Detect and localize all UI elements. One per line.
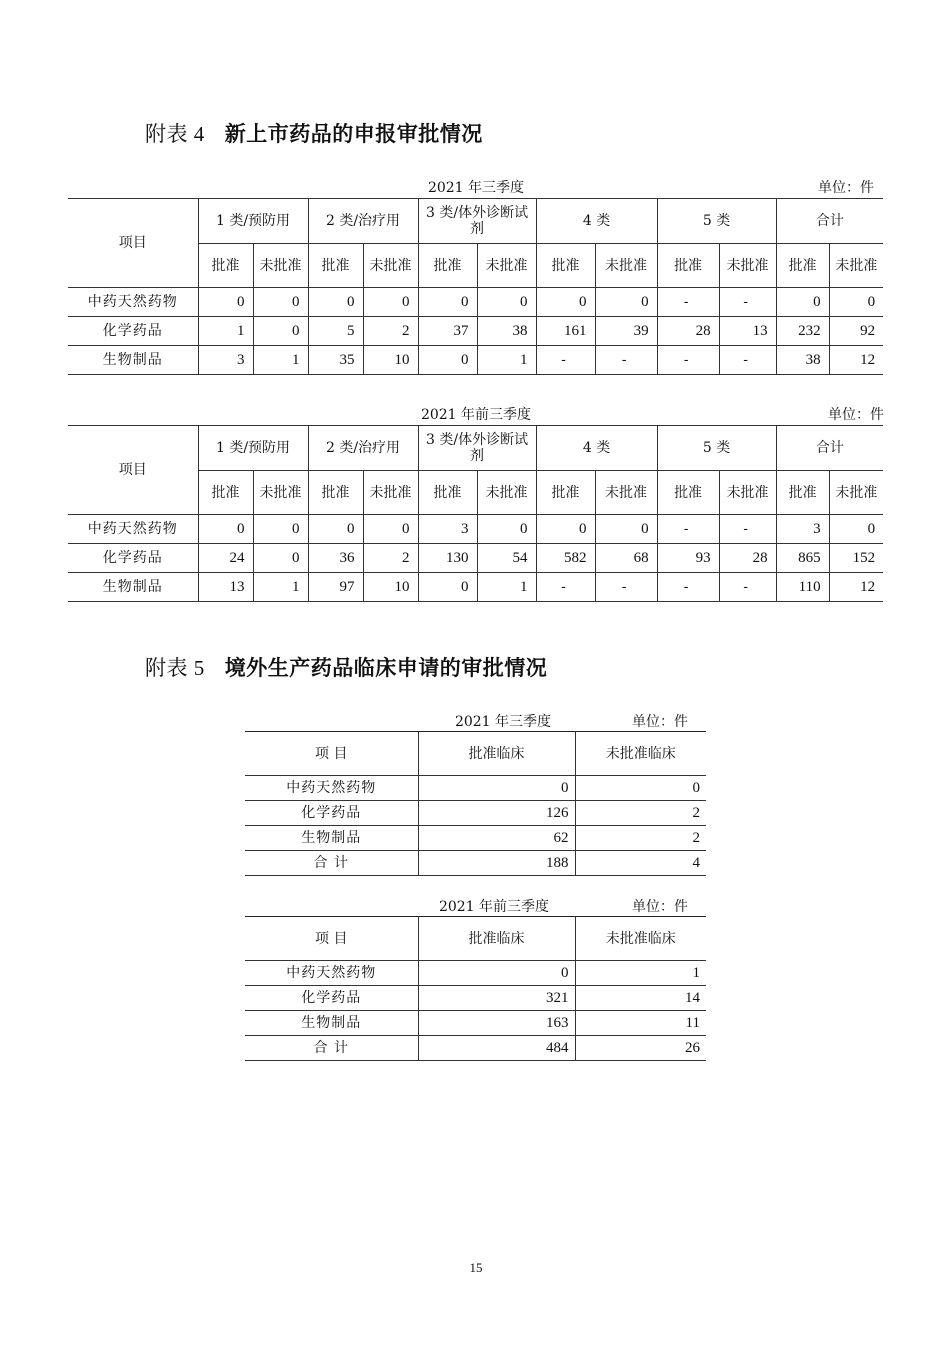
table-cell: 24 [198, 544, 253, 573]
class-3-header: 3 类/体外诊断试剂 [418, 199, 536, 244]
table-cell: 39 [595, 317, 657, 346]
row-label: 合 计 [245, 1036, 418, 1061]
approved-header: 批准 [308, 471, 363, 515]
table-cell: 12 [829, 346, 883, 375]
class-2-header: 2 类/治疗用 [308, 426, 418, 471]
table-cell: - [536, 346, 595, 375]
table5-q3-caption [245, 711, 706, 733]
approved-header: 批准 [418, 471, 477, 515]
table5-ytd [245, 916, 706, 1061]
row-label: 中药天然药物 [68, 288, 198, 317]
table-cell: 232 [776, 317, 829, 346]
approved-header: 批准 [536, 471, 595, 515]
table-cell: - [536, 573, 595, 602]
table4-ytd-caption [68, 404, 883, 426]
table4-heading-number: 附表 4 [145, 122, 205, 146]
table-cell: 0 [253, 544, 308, 573]
table-cell: 0 [308, 288, 363, 317]
class-5-header: 5 类 [657, 426, 776, 471]
not-approved-header: 未批准 [595, 244, 657, 288]
table-cell: 0 [363, 515, 418, 544]
table4-ytd-unit: 单位：件 [828, 407, 884, 423]
table-cell: 865 [776, 544, 829, 573]
row-label: 生物制品 [68, 573, 198, 602]
table4-q3 [68, 198, 883, 375]
table-cell: 0 [418, 573, 477, 602]
table-cell: 97 [308, 573, 363, 602]
table-cell: 2 [575, 826, 706, 851]
approved-header: 批准 [776, 244, 829, 288]
table4-q3-unit: 单位：件 [818, 180, 874, 196]
table-cell: 10 [363, 346, 418, 375]
table-cell: 0 [198, 515, 253, 544]
not-approved-header: 未批准 [477, 244, 536, 288]
table4-q3-caption [68, 177, 883, 199]
table-cell: 0 [477, 515, 536, 544]
table-cell: 36 [308, 544, 363, 573]
not-approved-header: 未批准 [595, 471, 657, 515]
table-cell: 11 [575, 1011, 706, 1036]
table-cell: 582 [536, 544, 595, 573]
class-3-header: 3 类/体外诊断试剂 [418, 426, 536, 471]
table-cell: 68 [595, 544, 657, 573]
table-cell: 37 [418, 317, 477, 346]
class-2-header: 2 类/治疗用 [308, 199, 418, 244]
row-label: 中药天然药物 [245, 961, 418, 986]
not-approved-header: 未批准 [253, 244, 308, 288]
table-cell: - [657, 573, 719, 602]
not-approved-header: 未批准 [363, 244, 418, 288]
table-row [245, 851, 706, 876]
table-cell: 38 [477, 317, 536, 346]
class-1-header: 1 类/预防用 [198, 426, 308, 471]
table-cell: 0 [253, 515, 308, 544]
table-cell: 110 [776, 573, 829, 602]
table5-heading-title: 境外生产药品临床申请的审批情况 [224, 655, 548, 680]
table-row [68, 515, 883, 544]
row-label: 化学药品 [68, 544, 198, 573]
table-cell: - [595, 346, 657, 375]
table-row [245, 986, 706, 1011]
table-cell: 126 [418, 801, 575, 826]
table-cell: 321 [418, 986, 575, 1011]
table5-ytd-caption [245, 896, 706, 918]
row-label: 化学药品 [245, 801, 418, 826]
table-cell: 0 [829, 288, 883, 317]
table4-heading [145, 118, 483, 148]
table-cell: 161 [536, 317, 595, 346]
table-row [245, 801, 706, 826]
table-cell: 28 [719, 544, 776, 573]
table-cell: 5 [308, 317, 363, 346]
table-cell: 13 [198, 573, 253, 602]
class-4-header: 4 类 [536, 426, 657, 471]
table-cell: 0 [418, 346, 477, 375]
not-approved-header: 未批准 [719, 244, 776, 288]
table-row [245, 961, 706, 986]
table-cell: 13 [719, 317, 776, 346]
table-cell: 93 [657, 544, 719, 573]
table-cell: 0 [418, 961, 575, 986]
not-approved-header: 未批准 [363, 471, 418, 515]
approved-header: 批准 [657, 471, 719, 515]
table-cell: 3 [198, 346, 253, 375]
row-label: 合 计 [245, 851, 418, 876]
table-cell: 92 [829, 317, 883, 346]
table-cell: 1 [477, 346, 536, 375]
table-cell: 28 [657, 317, 719, 346]
table-cell: 484 [418, 1036, 575, 1061]
table-row [68, 573, 883, 602]
table-cell: 1 [198, 317, 253, 346]
table4-heading-title: 新上市药品的申报审批情况 [224, 121, 483, 146]
approved-clinical-header: 批准临床 [418, 732, 575, 776]
table5-heading [145, 652, 547, 682]
table-row [68, 317, 883, 346]
table-cell: - [719, 515, 776, 544]
table-cell: 0 [575, 776, 706, 801]
table-cell: - [719, 288, 776, 317]
table-cell: 2 [363, 544, 418, 573]
approved-header: 批准 [198, 471, 253, 515]
table5-heading-number: 附表 5 [145, 656, 205, 680]
table-row [245, 1036, 706, 1061]
table-cell: 188 [418, 851, 575, 876]
item-header: 项 目 [245, 917, 418, 961]
approved-header: 批准 [657, 244, 719, 288]
table-cell: 38 [776, 346, 829, 375]
total-header: 合计 [776, 199, 883, 244]
row-label: 生物制品 [245, 826, 418, 851]
table-row [68, 346, 883, 375]
table-cell: - [719, 346, 776, 375]
table-cell: 10 [363, 573, 418, 602]
table-cell: 0 [308, 515, 363, 544]
table-cell: 54 [477, 544, 536, 573]
table-cell: 26 [575, 1036, 706, 1061]
approved-header: 批准 [198, 244, 253, 288]
table4-ytd [68, 425, 883, 602]
item-header: 项 目 [245, 732, 418, 776]
table-cell: - [657, 346, 719, 375]
page-number: 15 [469, 1260, 483, 1275]
table4-q3-period: 2021 年三季度 [427, 180, 525, 196]
table-cell: 152 [829, 544, 883, 573]
table-cell: - [657, 515, 719, 544]
table-cell: 12 [829, 573, 883, 602]
table-cell: 0 [253, 317, 308, 346]
row-header: 项目 [68, 426, 198, 515]
class-1-header: 1 类/预防用 [198, 199, 308, 244]
row-label: 中药天然药物 [245, 776, 418, 801]
table5-ytd-unit: 单位：件 [632, 899, 688, 915]
table-cell: 35 [308, 346, 363, 375]
table-cell: 0 [536, 515, 595, 544]
table-row [68, 544, 883, 573]
not-approved-clinical-header: 未批准临床 [575, 732, 706, 776]
table-cell: 0 [595, 288, 657, 317]
table-cell: 4 [575, 851, 706, 876]
class-5-header: 5 类 [657, 199, 776, 244]
table-cell: 0 [536, 288, 595, 317]
table-cell: 1 [253, 346, 308, 375]
table-cell: 0 [776, 288, 829, 317]
class-4-header: 4 类 [536, 199, 657, 244]
table-row [68, 288, 883, 317]
table5-q3 [245, 731, 706, 876]
table-cell: 0 [477, 288, 536, 317]
table-cell: 0 [829, 515, 883, 544]
not-approved-header: 未批准 [477, 471, 536, 515]
table-cell: - [595, 573, 657, 602]
table-cell: 3 [418, 515, 477, 544]
row-label: 生物制品 [68, 346, 198, 375]
table-cell: - [719, 573, 776, 602]
approved-clinical-header: 批准临床 [418, 917, 575, 961]
table-cell: 0 [198, 288, 253, 317]
table-cell: 1 [477, 573, 536, 602]
approved-header: 批准 [536, 244, 595, 288]
table-cell: 0 [595, 515, 657, 544]
table5-q3-period: 2021 年三季度 [454, 714, 552, 730]
table-cell: 1 [575, 961, 706, 986]
approved-header: 批准 [776, 471, 829, 515]
table-cell: 2 [363, 317, 418, 346]
row-label: 生物制品 [245, 1011, 418, 1036]
table-cell: 0 [418, 776, 575, 801]
table-cell: 1 [253, 573, 308, 602]
table-cell: 14 [575, 986, 706, 1011]
table-row [245, 1011, 706, 1036]
table-cell: 2 [575, 801, 706, 826]
table-cell: 0 [363, 288, 418, 317]
table-cell: 62 [418, 826, 575, 851]
table-cell: - [657, 288, 719, 317]
table-cell: 0 [253, 288, 308, 317]
table-cell: 163 [418, 1011, 575, 1036]
table-row [245, 826, 706, 851]
row-label: 化学药品 [245, 986, 418, 1011]
approved-header: 批准 [308, 244, 363, 288]
approved-header: 批准 [418, 244, 477, 288]
not-approved-header: 未批准 [829, 244, 883, 288]
table-cell: 0 [418, 288, 477, 317]
not-approved-header: 未批准 [719, 471, 776, 515]
not-approved-clinical-header: 未批准临床 [575, 917, 706, 961]
total-header: 合计 [776, 426, 883, 471]
table-row [245, 776, 706, 801]
table-cell: 3 [776, 515, 829, 544]
table4-ytd-period: 2021 年前三季度 [420, 407, 532, 423]
row-label: 化学药品 [68, 317, 198, 346]
row-label: 中药天然药物 [68, 515, 198, 544]
not-approved-header: 未批准 [253, 471, 308, 515]
row-header: 项目 [68, 199, 198, 288]
table5-q3-unit: 单位：件 [632, 714, 688, 730]
table5-ytd-period: 2021 年前三季度 [438, 899, 550, 915]
table-cell: 130 [418, 544, 477, 573]
not-approved-header: 未批准 [829, 471, 883, 515]
